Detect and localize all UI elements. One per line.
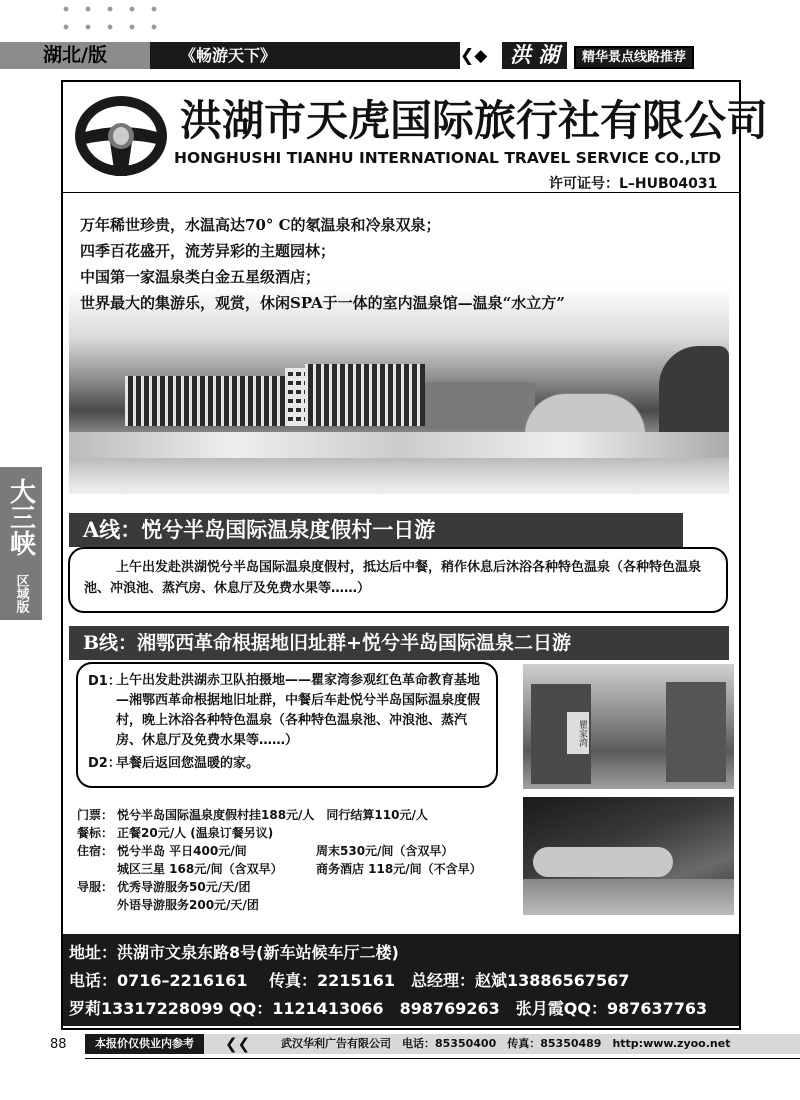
route-b-box	[76, 662, 498, 788]
page-number: 88	[50, 1037, 67, 1052]
d1-text: 上午出发赴洪湖赤卫队拍摄地——瞿家湾参观红色革命教育基地—湘鄂西革命根据地旧址群，中餐后车赴悦兮半岛国际温泉度假村，晚上沐浴各种特色温泉（各种特色温泉池、冲浪池、蒸汽房、休息厅及免费水果等……）	[116, 673, 481, 748]
spring-water	[523, 879, 734, 915]
route-b-title: B线：湘鄂西革命根据地旧址群+悦兮半岛国际温泉二日游	[69, 626, 729, 660]
meal-price: 正餐20元/人 (温泉订餐另议)	[117, 826, 274, 840]
contact-block	[63, 934, 739, 1026]
feature-4: 世界最大的集游乐，观赏，休闲SPA于一体的室内温泉馆—温泉“水立方”	[80, 294, 565, 312]
side-tab	[0, 467, 42, 620]
address: 地址：洪湖市文泉东路8号(新车站候车厅二楼)	[69, 943, 399, 962]
side-tab-title: 大三峡	[5, 478, 36, 556]
footer-agency: 武汉华利广告有限公司 电话：85350400 传真：85350489 http:www.zyoo.net	[281, 1037, 731, 1050]
route-a-box	[68, 547, 728, 613]
reflection-pool	[69, 432, 729, 458]
feature-3: 中国第一家温泉类白金五星级酒店；	[80, 268, 321, 286]
stay-label: 住宿：	[77, 844, 114, 858]
ticket-label: 门票：	[77, 808, 114, 822]
column-title: 《畅游天下》	[180, 46, 277, 65]
license-number: 许可证号：L–HUB04031	[549, 176, 718, 192]
street-sign: 瞿家湾	[567, 712, 589, 754]
double-chevron-left-icon: ❮◆	[460, 46, 488, 66]
meal-label: 餐标：	[77, 826, 114, 840]
decorative-dots	[55, 0, 165, 40]
footer-bar	[85, 1034, 800, 1054]
guide-price-1: 优秀导游服务50元/天/团	[117, 880, 251, 894]
footer-note: 本报价仅供业内参考	[85, 1034, 204, 1054]
trees	[659, 346, 729, 436]
hotel-building-left	[125, 376, 285, 426]
hotel-building-center	[305, 364, 425, 426]
stay-price-1b: 周末530元/间（含双早）	[316, 844, 454, 858]
chevron-left-icon: ❮❮	[225, 1035, 251, 1053]
d2-text: 早餐后返回您温暖的家。	[116, 756, 260, 771]
company-name-cn: 洪湖市天虎国际旅行社有限公司	[180, 96, 769, 145]
stay-price-2: 城区三星 168元/间（含双早）	[117, 862, 283, 876]
hot-spring-photo	[523, 797, 734, 915]
street-building-right	[666, 682, 726, 782]
header-right	[460, 42, 800, 69]
hotel-building-low	[425, 382, 535, 426]
d2-label: D2：	[88, 756, 121, 771]
route-a-title: A线：悦兮半岛国际温泉度假村一日游	[69, 513, 683, 547]
bather-figure	[533, 847, 673, 877]
qq-line: 罗莉13317228099 QQ：1121413066 898769263 张月霞QQ：987637763	[69, 999, 708, 1018]
feature-2: 四季百花盛开，流芳异彩的主题园林；	[80, 242, 336, 260]
city-name: 洪 湖	[502, 42, 567, 69]
d1-label: D1：	[88, 674, 121, 689]
glass-dome	[524, 393, 646, 435]
recommend-label: 精华景点线路推荐	[574, 46, 694, 69]
side-tab-sub: 区域版	[13, 573, 29, 613]
footer-line	[85, 1058, 800, 1059]
guide-price-2: 外语导游服务200元/天/团	[117, 898, 259, 912]
header-divider	[63, 192, 739, 193]
guide-label: 导服：	[77, 880, 114, 894]
ticket-price: 悦兮半岛国际温泉度假村挂188元/人 同行结算110元/人	[117, 808, 428, 822]
stay-price-2b: 商务酒店 118元/间（不含早）	[316, 862, 482, 876]
route-a-desc: 上午出发赴洪湖悦兮半岛国际温泉度假村，抵达后中餐，稍作休息后沐浴各种特色温泉（各种特色温泉池、冲浪池、蒸汽房、休息厅及免费水果等……）	[84, 560, 702, 596]
ancient-street-photo	[523, 664, 734, 789]
feature-1: 万年稀世珍贵，水温高达70° C的氡温泉和冷泉双泉；	[80, 216, 441, 234]
phone-line: 电话：0716–2216161 传真：2215161 总经理：赵斌13886567567	[69, 971, 630, 990]
steering-wheel-logo-icon	[72, 92, 170, 180]
company-name-en: HONGHUSHI TIANHU INTERNATIONAL TRAVEL SERVICE CO.,LTD	[174, 149, 722, 167]
stay-price-1: 悦兮半岛 平日400元/间	[117, 844, 247, 858]
region-label: 湖北/版	[0, 42, 150, 69]
